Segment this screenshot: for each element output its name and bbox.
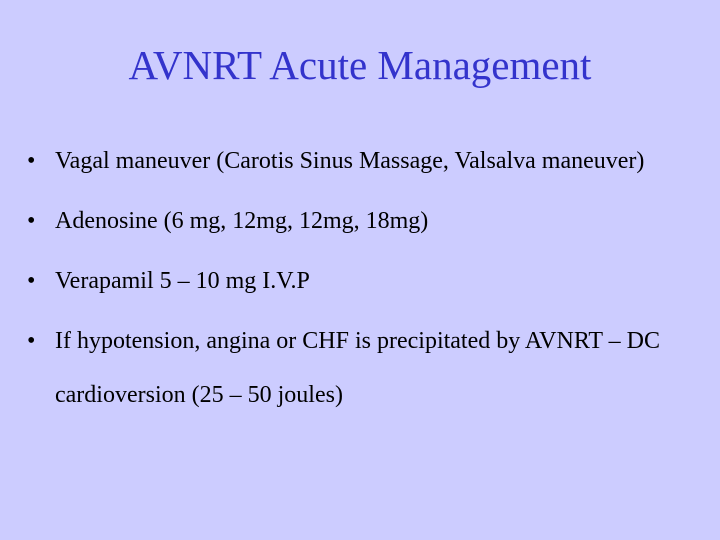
bullet-text: If hypotension, angina or CHF is precipitated by AVNRT – DC cardioversion (25 – 50 joules) [55,328,660,408]
bullet-item [0,134,700,188]
bullet-icon: • [27,328,36,354]
bullet-list [0,134,700,428]
slide-title: AVNRT Acute Management [128,42,592,88]
bullet-icon: • [27,148,36,174]
bullet-item [0,254,700,308]
bullet-icon: • [27,208,36,234]
bullet-icon: • [27,268,36,294]
bullet-item [0,194,700,248]
bullet-text: Adenosine (6 mg, 12mg, 12mg, 18mg) [55,208,429,234]
bullet-text: Verapamil 5 – 10 mg I.V.P [55,268,310,294]
bullet-item [0,314,700,422]
bullet-text: Vagal maneuver (Carotis Sinus Massage, Valsalva maneuver) [55,148,645,174]
